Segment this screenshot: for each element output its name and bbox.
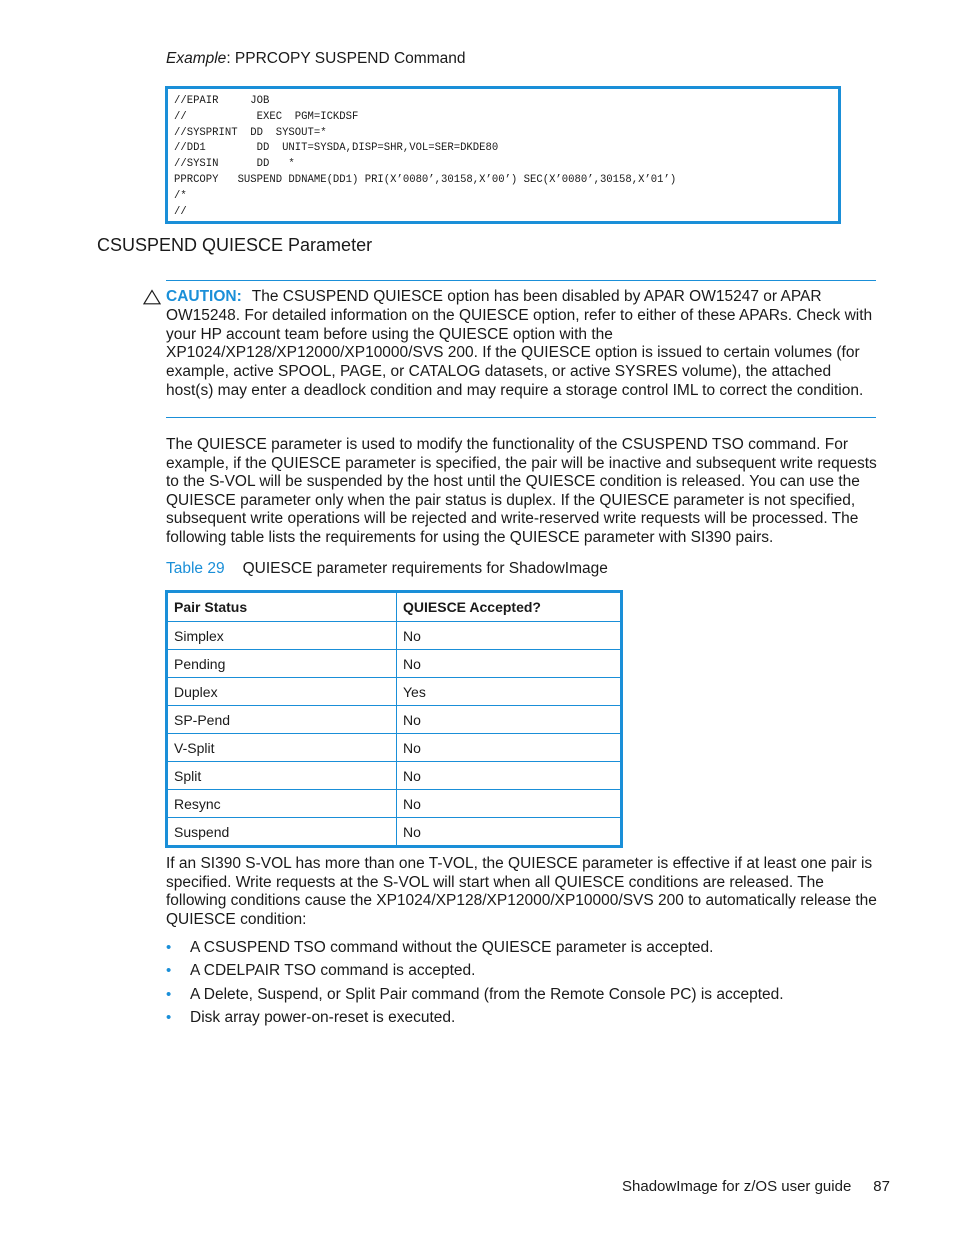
release-conditions-paragraph: If an SI390 S-VOL has more than one T-VOL, the QUIESCE parameter is effective if at least one pair is specified. Write requests at the S-VOL will start when all QUIESCE conditions are released. The following conditions cause the XP1024/XP128/XP12000/XP10000/SVS 200 to automatically release the QUIESCE condition:	[166, 855, 877, 928]
caution-top-rule	[166, 280, 876, 281]
pair-status-cell: SP-Pend	[167, 706, 397, 734]
section-heading: CSUSPEND QUIESCE Parameter	[97, 235, 373, 255]
code-line: //SYSPRINT DD SYSOUT=*	[174, 126, 327, 139]
code-line: PPRCOPY SUSPEND DDNAME(DD1) PRI(X’0080’,30158,X’00’) SEC(X’0080’,30158,X’01’)	[174, 173, 677, 186]
caution-text: The CSUSPEND QUIESCE option has been disabled by APAR OW15247 or APAR OW15248. For detailed information on the QUIESCE option, refer to either of these APARs. Check with your HP account team before using the QUIESCE option with the XP1024/XP128/XP12000/XP10000/SVS 200. If the QUIESCE option is issued to certain volumes (for example, active SPOOL, PAGE, or CATALOG datasets, or active SYSRES volume), the attached host(s) may enter a deadlock condition and may require a storage control IML to correct the condition.	[166, 288, 873, 399]
table-row	[167, 762, 622, 790]
pair-status-cell: V-Split	[167, 734, 397, 762]
caution-block	[166, 288, 876, 401]
table-row	[167, 818, 622, 847]
accepted-cell: No	[397, 622, 622, 650]
accepted-cell: No	[397, 650, 622, 678]
accepted-cell: No	[397, 790, 622, 818]
list-item	[166, 985, 784, 1008]
table-row	[167, 734, 622, 762]
code-line: //SYSIN DD *	[174, 158, 295, 171]
table-row	[167, 678, 622, 706]
accepted-cell: Yes	[397, 678, 622, 706]
code-lines	[174, 94, 676, 220]
code-listing	[165, 86, 841, 224]
example-caption	[166, 50, 466, 68]
body-paragraph: The QUIESCE parameter is used to modify the functionality of the CSUSPEND TSO command. For example, if the QUIESCE parameter is specified, the pair will be inactive and subsequent write requests to the S-VOL will be suspended by the host until the QUIESCE condition is released. You can use the QUIESCE parameter only when the pair status is duplex. If the QUIESCE parameter is not specified, subsequent write operations will be rejected and write-reserved write requests will be processed. The following table lists the requirements for using the QUIESCE parameter with SI390 pairs.	[166, 436, 877, 546]
accepted-cell: No	[397, 762, 622, 790]
footer-title: ShadowImage for z/OS user guide	[622, 1178, 852, 1195]
caution-bottom-rule	[166, 417, 876, 418]
list-item	[166, 938, 784, 961]
code-line: //DD1 DD UNIT=SYSDA,DISP=SHR,VOL=SER=DKDE80	[174, 142, 499, 155]
table-title: QUIESCE parameter requirements for ShadowImage	[242, 560, 608, 577]
bullet-icon: •	[166, 985, 172, 1003]
table-row	[167, 706, 622, 734]
pair-status-cell: Pending	[167, 650, 397, 678]
bullet-icon: •	[166, 939, 172, 956]
accepted-cell: No	[397, 734, 622, 762]
header-quiesce-accepted: QUIESCE Accepted?	[397, 592, 622, 622]
accepted-cell: No	[397, 706, 622, 734]
caution-label: CAUTION:	[166, 288, 242, 305]
example-label: Example	[166, 50, 227, 67]
list-item	[166, 961, 784, 984]
accepted-cell: No	[397, 818, 622, 847]
pair-status-cell: Resync	[167, 790, 397, 818]
header-pair-status: Pair Status	[167, 592, 397, 622]
page-footer	[622, 1178, 890, 1195]
warning-triangle-icon	[143, 289, 161, 305]
pair-status-cell: Duplex	[167, 678, 397, 706]
list-item-text: Disk array power-on-reset is executed.	[190, 1009, 456, 1027]
page-number: 87	[873, 1178, 890, 1195]
pair-status-cell: Split	[167, 762, 397, 790]
code-line: /*	[174, 189, 187, 202]
quiesce-requirements-table	[165, 590, 623, 848]
table-row	[167, 622, 622, 650]
code-line: //EPAIR JOB	[174, 95, 270, 107]
list-item-text: A CSUSPEND TSO command without the QUIESCE parameter is accepted.	[190, 939, 714, 956]
table-caption	[166, 560, 608, 578]
release-conditions-list	[166, 938, 784, 1032]
list-item-text: A CDELPAIR TSO command is accepted.	[190, 962, 476, 980]
table-row	[167, 790, 622, 818]
pair-status-cell: Simplex	[167, 622, 397, 650]
list-item-text: A Delete, Suspend, or Split Pair command (from the Remote Console PC) is accepted.	[190, 985, 784, 1003]
table-header-row	[167, 592, 622, 622]
code-line: //	[174, 205, 187, 218]
bullet-icon: •	[166, 1009, 172, 1027]
pair-status-cell: Suspend	[167, 818, 397, 847]
list-item	[166, 1008, 784, 1031]
code-line: // EXEC PGM=ICKDSF	[174, 110, 359, 123]
table-number: Table 29	[166, 560, 225, 577]
bullet-icon: •	[166, 962, 172, 980]
table-row	[167, 650, 622, 678]
example-title: : PPRCOPY SUSPEND Command	[226, 50, 466, 67]
